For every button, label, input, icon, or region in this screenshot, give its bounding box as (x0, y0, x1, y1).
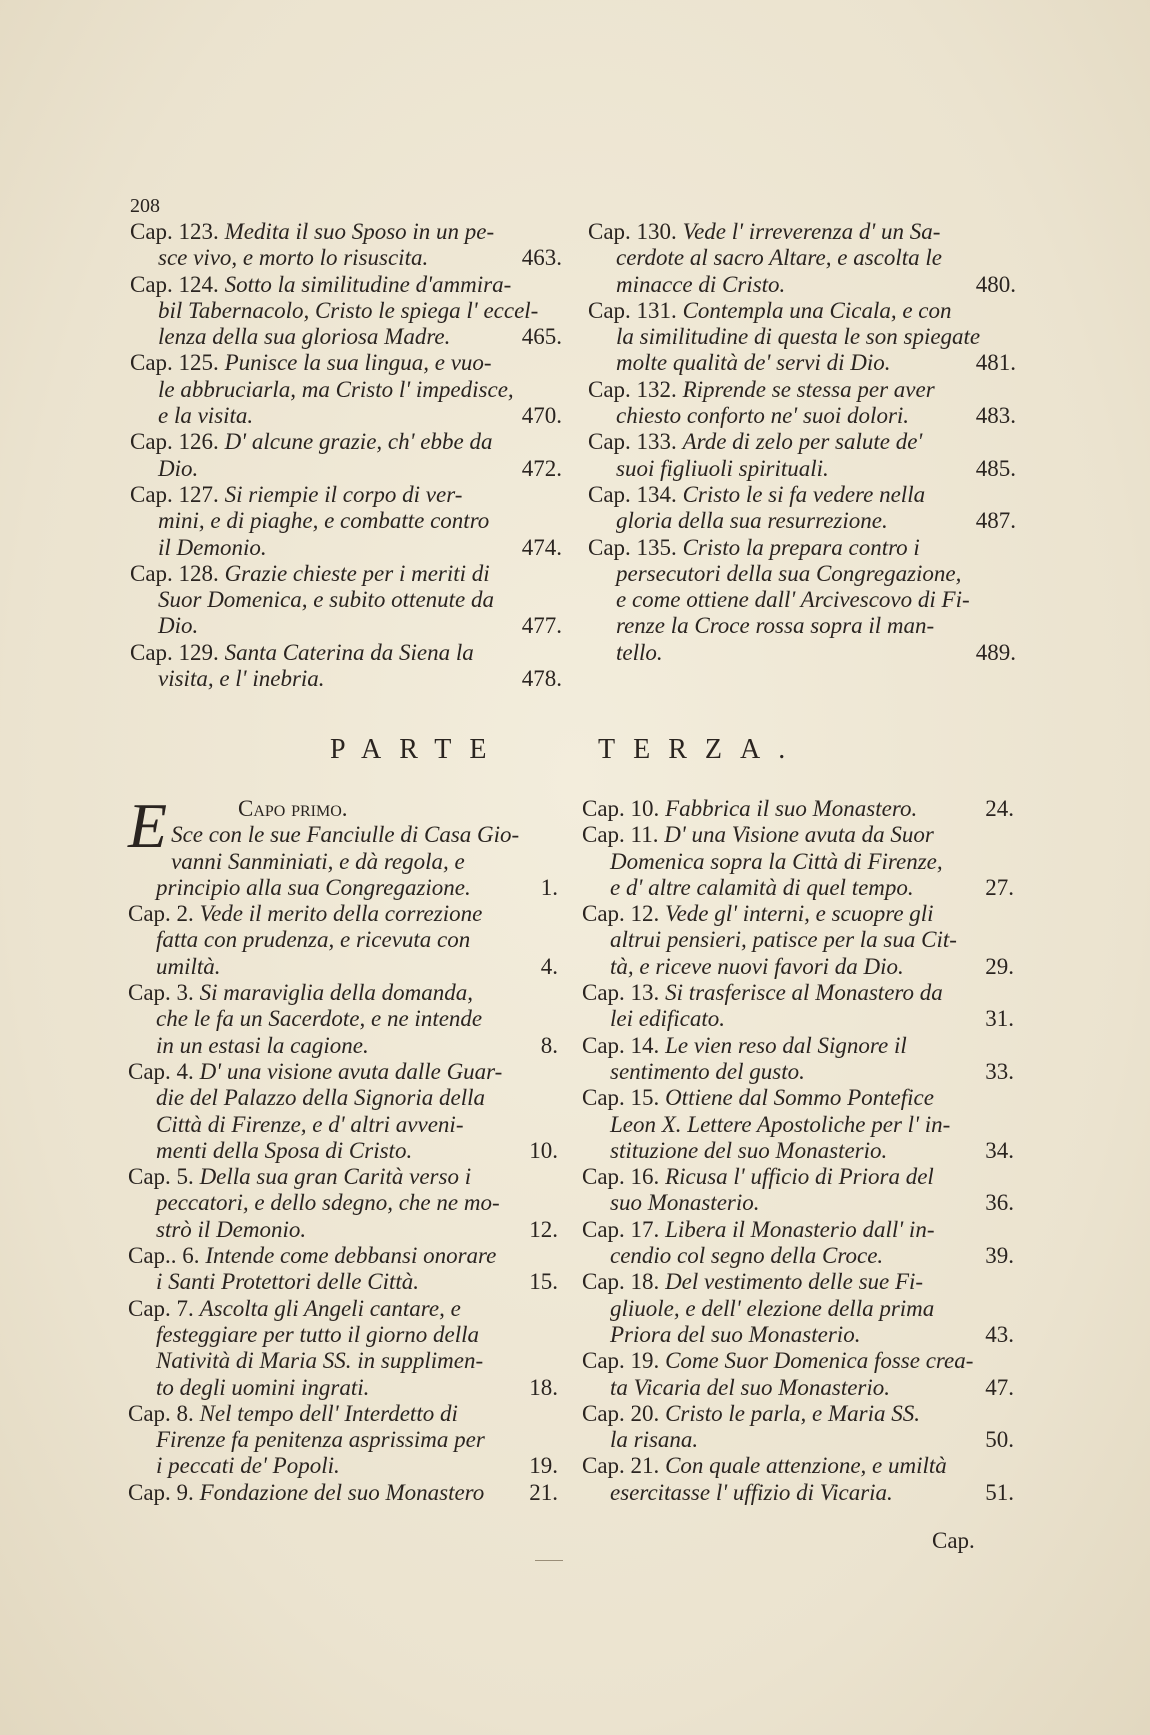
chapter-text: Della sua gran Carità verso i (199, 1164, 472, 1190)
toc-line (128, 1006, 558, 1032)
chapter-page-number: 487. (975, 508, 1016, 534)
toc-line (582, 1427, 1014, 1453)
chapter-page-number: 470. (521, 403, 562, 429)
chapter-text: gliuole, e dell' elezione della prima (610, 1295, 935, 1321)
toc-line (130, 640, 562, 666)
chapter-page-number: 21. (529, 1479, 558, 1505)
chapter-text: Con quale attenzione, e umiltà (665, 1453, 947, 1479)
toc-entry (130, 561, 562, 640)
chapter-label: Cap. 11. (582, 822, 659, 848)
toc-line (128, 1296, 558, 1322)
chapter-page-number: 10. (529, 1137, 558, 1163)
chapter-text: gloria della sua resurrezione. (616, 508, 888, 534)
toc-line (128, 1375, 558, 1401)
toc-line (582, 1269, 1014, 1295)
page-number: 208 (130, 195, 160, 217)
toc-line (582, 927, 1014, 953)
toc-line (582, 849, 1014, 875)
chapter-text: Arde di zelo per salute de' (682, 429, 923, 455)
chapter-page-number: 50. (985, 1427, 1014, 1453)
chapter-label: Cap. 125. (130, 350, 219, 376)
chapter-text: fatta con prudenza, e ricevuta con (156, 927, 471, 953)
toc-line (130, 245, 562, 271)
toc-line (130, 587, 562, 613)
right-column-top (588, 219, 1016, 666)
toc-entry (588, 219, 1016, 298)
chapter-page-number: 47. (985, 1374, 1014, 1400)
toc-line (588, 324, 1016, 350)
toc-line (128, 1401, 558, 1427)
part-heading-right: TERZA. (598, 734, 804, 765)
toc-entry (582, 1217, 1014, 1270)
chapter-text: Le vien reso dal Signore il (665, 1032, 907, 1058)
chapter-page-number: 489. (975, 639, 1016, 665)
toc-entry (128, 1164, 558, 1243)
chapter-label: Cap. 10. (582, 796, 660, 821)
toc-line (582, 1322, 1014, 1348)
chapter-text: Si trasferisce al Monastero da (665, 980, 943, 1006)
chapter-text: chiesto conforto ne' suoi dolori. (616, 403, 910, 429)
toc-line (582, 1453, 1014, 1479)
chapter-text: Ottiene dal Sommo Pontefice (665, 1085, 934, 1111)
toc-line (128, 1138, 558, 1164)
capo-primo-title: Capo primo. (238, 796, 348, 821)
toc-line (588, 535, 1016, 561)
toc-line (588, 377, 1016, 403)
chapter-text: suo Monasterio. (610, 1190, 760, 1216)
toc-line (128, 1190, 558, 1216)
chapter-text: la risana. (610, 1427, 699, 1453)
toc-entry (588, 298, 1016, 377)
chapter-text: tà, e riceve nuovi favori da Dio. (610, 953, 904, 979)
toc-line (582, 1085, 1014, 1111)
toc-entry (128, 1059, 558, 1164)
toc-entry (130, 482, 562, 561)
chapter-text: Fondazione del suo Monastero (199, 1479, 485, 1505)
bottom-rule (535, 1560, 563, 1561)
chapter-page-number: 478. (521, 666, 562, 692)
chapter-page-number: 19. (529, 1453, 558, 1479)
toc-entry (128, 1243, 558, 1296)
toc-line (130, 324, 562, 350)
toc-line (588, 298, 1016, 324)
right-column-bottom (582, 796, 1014, 1506)
toc-line (130, 219, 562, 245)
chapter-label: Cap. 128. (130, 560, 219, 586)
toc-line (130, 403, 562, 429)
capo-primo-line: principio alla sua Congregazione. 1. (156, 874, 558, 900)
chapter-text: Riprende se stessa per aver (682, 376, 935, 402)
chapter-page-number: 39. (985, 1243, 1014, 1269)
chapter-text: Firenze fa penitenza asprissima per (156, 1427, 485, 1453)
chapter-text: molte qualità de' servi di Dio. (616, 350, 891, 376)
chapter-text: sce vivo, e morto lo risuscita. (158, 245, 429, 271)
chapter-page-number: 480. (975, 271, 1016, 297)
toc-line (588, 613, 1016, 639)
toc-line (582, 1033, 1014, 1059)
toc-line (130, 272, 562, 298)
chapter-text: Vede l' irreverenza d' un Sa- (682, 219, 941, 244)
chapter-text: lei edificato. (610, 1006, 725, 1032)
chapter-text: Cristo le si fa vedere nella (682, 481, 926, 507)
chapter-label: Cap. 131. (588, 297, 677, 323)
chapter-label: Cap. 127. (130, 481, 219, 507)
chapter-label: Cap. 129. (130, 639, 219, 665)
toc-line (582, 1480, 1014, 1506)
toc-entry (128, 980, 558, 1059)
chapter-page-number: 33. (985, 1058, 1014, 1084)
chapter-text: festeggiare per tutto il giorno della (156, 1321, 480, 1347)
catchword: Cap. (932, 1528, 975, 1553)
chapter-text: bil Tabernacolo, Cristo le spiega l' eccel- (158, 297, 539, 323)
toc-line (130, 377, 562, 403)
chapter-page-number: 481. (975, 350, 1016, 376)
chapter-text: i peccati de' Popoli. (156, 1453, 340, 1479)
chapter-text: e la visita. (158, 403, 254, 429)
toc-line (128, 1453, 558, 1479)
capo-primo-page: 1. (540, 874, 558, 900)
toc-entry (582, 1348, 1014, 1401)
toc-entry (582, 1085, 1014, 1164)
chapter-page-number: 34. (985, 1137, 1014, 1163)
toc-line (128, 1112, 558, 1138)
toc-entry (128, 1401, 558, 1480)
chapter-text: esercitasse l' uffizio di Vicaria. (610, 1479, 893, 1505)
chapter-text: Nel tempo dell' Interdetto di (199, 1400, 458, 1426)
chapter-text: la similitudine di questa le son spiegate (616, 324, 981, 350)
chapter-text: Dio. (158, 613, 199, 639)
toc-entry (582, 1401, 1014, 1454)
chapter-label: Cap. 134. (588, 481, 677, 507)
toc-entry (582, 822, 1014, 901)
chapter-text: il Demonio. (158, 534, 267, 560)
toc-line (588, 219, 1016, 245)
chapter-label: Cap. 13. (582, 980, 660, 1006)
chapter-page-number: 43. (985, 1321, 1014, 1347)
chapter-page-number: 24. (985, 796, 1014, 821)
toc-line (130, 350, 562, 376)
capo-primo-line: vanni Sanminiati, e dà regola, e (171, 848, 465, 874)
toc-line (128, 1348, 558, 1374)
chapter-text: mini, e di piaghe, e combatte contro (158, 508, 490, 534)
chapter-text: ta Vicaria del suo Monasterio. (610, 1374, 891, 1400)
toc-line (130, 561, 562, 587)
chapter-text: Si maraviglia della domanda, (199, 980, 473, 1006)
chapter-text: Città di Firenze, e d' altri avveni- (156, 1111, 464, 1137)
chapter-text: Vede il merito della correzione (199, 901, 483, 927)
chapter-text: D' alcune grazie, ch' ebbe da (224, 429, 493, 455)
chapter-text: Intende come debbansi onorare (205, 1243, 497, 1269)
toc-line (582, 1375, 1014, 1401)
chapter-text: Santa Caterina da Siena la (224, 639, 474, 665)
chapter-text: stituzione del suo Monasterio. (610, 1137, 888, 1163)
chapter-label: Cap. 4. (128, 1058, 194, 1084)
toc-entry (588, 429, 1016, 482)
toc-line (130, 666, 562, 692)
toc-line (130, 535, 562, 561)
chapter-text: e d' altre calamità di quel tempo. (610, 874, 914, 900)
chapter-page-number: 483. (975, 403, 1016, 429)
chapter-text: renze la Croce rossa sopra il man- (616, 613, 935, 639)
toc-line (130, 613, 562, 639)
chapter-text: Grazie chieste per i meriti di (224, 560, 490, 586)
toc-entry (588, 482, 1016, 535)
chapter-page-number: 29. (985, 953, 1014, 979)
chapter-label: Cap. 8. (128, 1400, 194, 1426)
toc-line (128, 901, 558, 927)
left-bottom-list (128, 901, 558, 1506)
chapter-text: altrui pensieri, patisce per la sua Cit- (610, 927, 957, 953)
toc-line (128, 927, 558, 953)
toc-line (582, 980, 1014, 1006)
chapter-label: Cap. 16. (582, 1164, 660, 1190)
chapter-page-number: 4. (540, 953, 558, 979)
chapter-label: Cap. 2. (128, 901, 194, 927)
toc-line (588, 350, 1016, 376)
chapter-label: Cap. 123. (130, 219, 219, 244)
toc-line (128, 1217, 558, 1243)
toc-line (130, 482, 562, 508)
toc-line (588, 482, 1016, 508)
chapter-text: tello. (616, 639, 663, 665)
toc-entry (582, 1164, 1014, 1217)
toc-line (130, 298, 562, 324)
toc-line (582, 1296, 1014, 1322)
toc-entry (582, 1269, 1014, 1348)
chapter-text: strò il Demonio. (156, 1216, 307, 1242)
chapter-text: Sotto la similitudine d'ammira- (224, 271, 512, 297)
toc-line (588, 403, 1016, 429)
chapter-text: Del vestimento delle sue Fi- (665, 1269, 924, 1295)
chapter-text: Come Suor Domenica fosse crea- (665, 1348, 974, 1374)
chapter-page-number: 12. (529, 1216, 558, 1242)
toc-entry (582, 1033, 1014, 1086)
left-column-bottom (128, 790, 558, 1506)
toc-line (128, 954, 558, 980)
toc-line (582, 822, 1014, 848)
chapter-label: Cap. 14. (582, 1032, 660, 1058)
toc-line (582, 1243, 1014, 1269)
chapter-label: Cap. 133. (588, 429, 677, 455)
chapter-text: umiltà. (156, 953, 221, 979)
chapter-text: Leon X. Lettere Apostoliche per l' in- (610, 1111, 951, 1137)
chapter-page-number: 8. (540, 1032, 558, 1058)
chapter-text: minacce di Cristo. (616, 271, 786, 297)
toc-entry (130, 640, 562, 693)
toc-line (588, 561, 1016, 587)
chapter-text: Cristo la prepara contro i (682, 534, 920, 560)
chapter-page-number: 474. (521, 534, 562, 560)
toc-line (582, 1348, 1014, 1374)
chapter-label: Cap. 12. (582, 901, 660, 927)
chapter-text: Libera il Monasterio dall' in- (665, 1216, 935, 1242)
chapter-label: Cap. 5. (128, 1164, 194, 1190)
chapter-label: Cap. 17. (582, 1216, 660, 1242)
toc-line (582, 1138, 1014, 1164)
capo-primo-line: Sce con le sue Fanciulle di Casa Gio- (171, 822, 520, 848)
chapter-text: menti della Sposa di Cristo. (156, 1137, 413, 1163)
chapter-text: cerdote al sacro Altare, e ascolta le (616, 245, 942, 271)
chapter-text: Cristo le parla, e Maria SS. (665, 1400, 920, 1426)
toc-entry (128, 1296, 558, 1401)
chapter-page-number: 36. (985, 1190, 1014, 1216)
chapter-text: che le fa un Sacerdote, e ne intende (156, 1006, 483, 1032)
toc-line (128, 980, 558, 1006)
chapter-text: Contempla una Cicala, e con (682, 297, 952, 323)
toc-entry (130, 219, 562, 272)
toc-line (130, 429, 562, 455)
chapter-label: Cap. 15. (582, 1085, 660, 1111)
chapter-text: cendio col segno della Croce. (610, 1243, 884, 1269)
toc-line (588, 456, 1016, 482)
toc-line (582, 954, 1014, 980)
toc-line (128, 1243, 558, 1269)
toc-entry (582, 901, 1014, 980)
chapter-text: Vede gl' interni, e scuopre gli (665, 901, 934, 927)
toc-line (582, 1112, 1014, 1138)
toc-line (582, 1401, 1014, 1427)
toc-line (582, 901, 1014, 927)
chapter-text: in un estasi la cagione. (156, 1032, 369, 1058)
toc-line (588, 429, 1016, 455)
capo-primo-entry (128, 790, 558, 901)
toc-line (128, 1164, 558, 1190)
drop-cap: E (128, 790, 168, 861)
chapter-text: Dio. (158, 455, 199, 481)
toc-line (130, 456, 562, 482)
chapter-text: e come ottiene dall' Arcivescovo di Fi- (616, 587, 970, 613)
chapter-label: Cap. 130. (588, 219, 677, 244)
toc-line (582, 1006, 1014, 1032)
chapter-label: Cap. 19. (582, 1348, 660, 1374)
toc-line (128, 1427, 558, 1453)
toc-line (582, 1164, 1014, 1190)
toc-line (582, 1190, 1014, 1216)
chapter-text: Medita il suo Sposo in un pe- (224, 219, 495, 244)
chapter-page-number: 31. (985, 1006, 1014, 1032)
toc-entry (128, 1480, 558, 1506)
toc-line (588, 587, 1016, 613)
chapter-text: Natività di Maria SS. in supplimen- (156, 1348, 484, 1374)
chapter-label: Cap. 18. (582, 1269, 660, 1295)
chapter-text: i Santi Protettori delle Città. (156, 1269, 419, 1295)
toc-line (128, 1033, 558, 1059)
chapter-text: le abbruciarla, ma Cristo l' impedisce, (158, 376, 514, 402)
toc-line (128, 1059, 558, 1085)
chapter-text: Punisce la sua lingua, e vuo- (224, 350, 492, 376)
chapter-label: Cap. 124. (130, 271, 219, 297)
chapter-text: die del Palazzo della Signoria della (156, 1085, 485, 1111)
toc-entry (130, 350, 562, 429)
chapter-text: Ricusa l' ufficio di Priora del (665, 1164, 934, 1190)
chapter-text: sentimento del gusto. (610, 1058, 805, 1084)
toc-line (128, 1085, 558, 1111)
toc-entry (130, 272, 562, 351)
chapter-page-number: 18. (529, 1374, 558, 1400)
toc-line (588, 245, 1016, 271)
chapter-label: Cap. 9. (128, 1479, 194, 1505)
toc-entry (582, 1453, 1014, 1506)
chapter-text: D' una visione avuta dalle Guar- (199, 1058, 503, 1084)
toc-line (128, 1480, 558, 1506)
chapter-text: Ascolta gli Angeli cantare, e (199, 1295, 461, 1321)
chapter-text: suoi figliuoli spirituali. (616, 455, 829, 481)
chapter-text: Fabbrica il suo Monastero. (665, 796, 918, 821)
chapter-page-number: 51. (985, 1479, 1014, 1505)
chapter-text: Domenica sopra la Città di Firenze, (610, 848, 943, 874)
chapter-page-number: 477. (521, 613, 562, 639)
chapter-text: to degli uomini ingrati. (156, 1374, 370, 1400)
chapter-label: Cap. 21. (582, 1453, 660, 1479)
toc-line (582, 1217, 1014, 1243)
chapter-label: Cap. 132. (588, 376, 677, 402)
chapter-label: Cap. 126. (130, 429, 219, 455)
chapter-label: Cap. 7. (128, 1295, 194, 1321)
toc-line (582, 796, 1014, 822)
chapter-text: Priora del suo Monasterio. (610, 1321, 861, 1347)
chapter-page-number: 15. (529, 1269, 558, 1295)
toc-line (582, 1059, 1014, 1085)
chapter-text: D' una Visione avuta da Suor (664, 822, 934, 848)
chapter-text: peccatori, e dello sdegno, che ne mo- (156, 1190, 500, 1216)
toc-entry (128, 901, 558, 980)
chapter-text: Suor Domenica, e subito ottenute da (158, 587, 495, 613)
chapter-page-number: 463. (521, 245, 562, 271)
toc-line (588, 508, 1016, 534)
chapter-page-number: 472. (521, 455, 562, 481)
toc-line (128, 1269, 558, 1295)
toc-line (588, 272, 1016, 298)
chapter-page-number: 485. (975, 455, 1016, 481)
toc-line (588, 640, 1016, 666)
chapter-label: Cap.. 6. (128, 1243, 200, 1269)
chapter-text: visita, e l' inebria. (158, 666, 325, 692)
toc-entry (588, 535, 1016, 666)
toc-entry (130, 429, 562, 482)
toc-line (128, 1322, 558, 1348)
left-column-top (130, 219, 562, 692)
chapter-page-number: 465. (521, 324, 562, 350)
chapter-label: Cap. 135. (588, 534, 677, 560)
toc-entry (582, 796, 1014, 822)
toc-entry (588, 377, 1016, 430)
toc-entry (582, 980, 1014, 1033)
chapter-label: Cap. 20. (582, 1400, 660, 1426)
chapter-text: Si riempie il corpo di ver- (224, 481, 463, 507)
toc-line (130, 508, 562, 534)
part-heading-left: PARTE (330, 734, 505, 765)
chapter-label: Cap. 3. (128, 980, 194, 1006)
chapter-text: persecutori della sua Congregazione, (616, 560, 962, 586)
chapter-text: lenza della sua gloriosa Madre. (158, 324, 451, 350)
chapter-page-number: 27. (985, 874, 1014, 900)
toc-line (582, 875, 1014, 901)
